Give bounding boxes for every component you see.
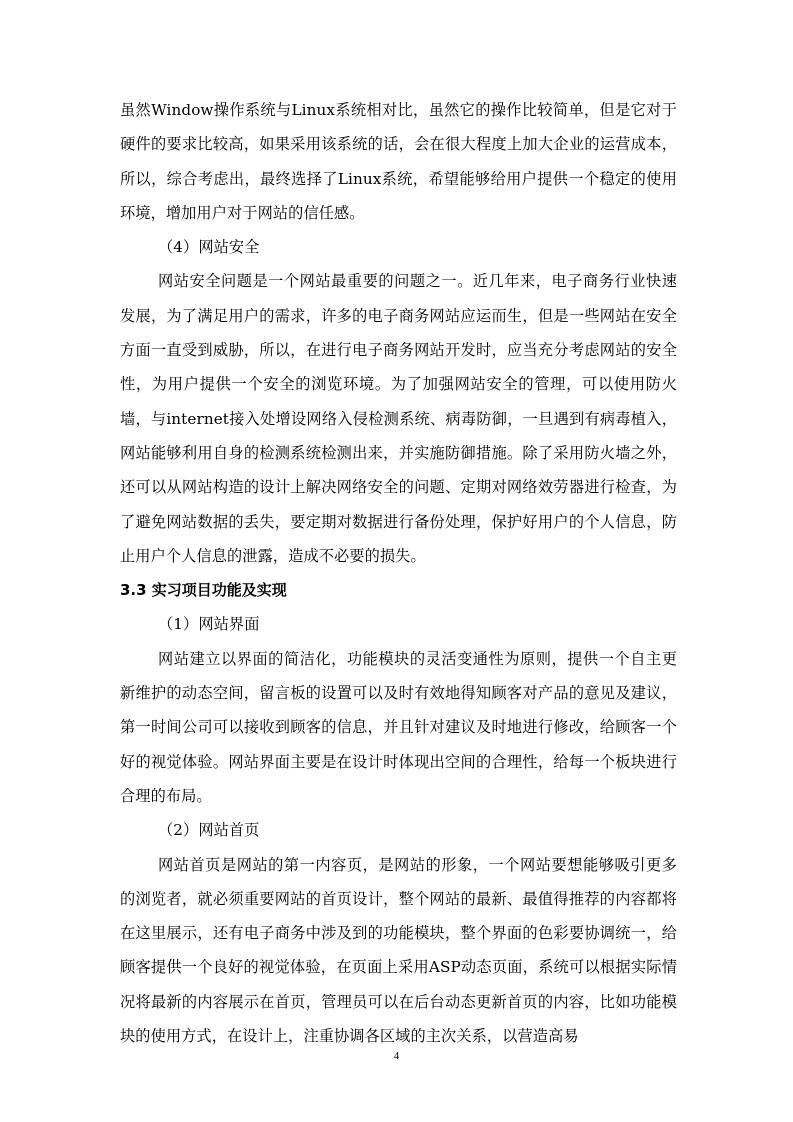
paragraph-website-interface: 网站建立以界面的简洁化，功能模块的灵活变通性为原则，提供一个自主更新维护的动态空间，留言板的设置可以及时有效地得知顾客对产品的意见及建议，第一时间公司可以接收到顾客的信息，并且针对建议及时地进行修改，给顾客一个好的视觉体验。网站界面主要是在设计时体现出空间的合理性，给每一个板块进行合理的布局。 <box>120 649 677 805</box>
page-number: 4 <box>393 1050 400 1062</box>
paragraph-os-comparison: 虽然Window操作系统与Linux系统相对比，虽然它的操作比较简单，但是它对于硬件的要求比较高，如果采用该系统的话，会在很大程度上加大企业的运营成本，所以，综合考虑出，最终选择了Linux系统，希望能够给用户提供一个稳定的使用环境，增加用户对于网站的信任感。 <box>120 101 677 222</box>
paragraph-website-security: 网站安全问题是一个网站最重要的问题之一。近几年来，电子商务行业快速发展，为了满足用户的需求，许多的电子商务网站应运而生，但是一些网站在安全方面一直受到威胁，所以，在进行电子商务网站开发时，应当充分考虑网站的安全性，为用户提供一个安全的浏览环境。为了加强网站安全的管理，可以使用防火墙，与internet接入处增设网络入侵检测系统、病毒防御，一旦遇到有病毒植入，网站能够利用自身的检测系统检测出来，并实施防御措施。除了采用防火墙之外，还可以从网站构造的设计上解决网络安全的问题、定期对网络效劳器进行检查，为了避免网站数据的丢失，要定期对数据进行备份处理，保护好用户的个人信息，防止用户个人信息的泄露，造成不必要的损失。 <box>120 272 677 565</box>
section-heading-3-3: 3.3 实习项目功能及实现 <box>120 581 287 600</box>
paragraph-website-homepage: 网站首页是网站的第一内容页，是网站的形象，一个网站要想能够吸引更多的浏览者，就必须重要网站的首页设计，整个网站的最新、最值得推荐的内容都将在这里展示，还有电子商务中涉及到的功能模块，整个界面的色彩要协调统一，给顾客提供一个良好的视觉体验，在页面上采用ASP动态页面，系统可以根据实际情况将最新的内容展示在首页，管理员可以在后台动态更新首页的内容，比如功能模块的使用方式，在设计上，注重协调各区域的主次关系，以营造高易 <box>120 855 677 1046</box>
item-heading-website-security: （4）网站安全 <box>158 238 260 257</box>
page-body <box>120 93 677 1053</box>
item-heading-website-interface: （1）网站界面 <box>158 615 260 634</box>
item-heading-website-homepage: （2）网站首页 <box>158 821 260 840</box>
